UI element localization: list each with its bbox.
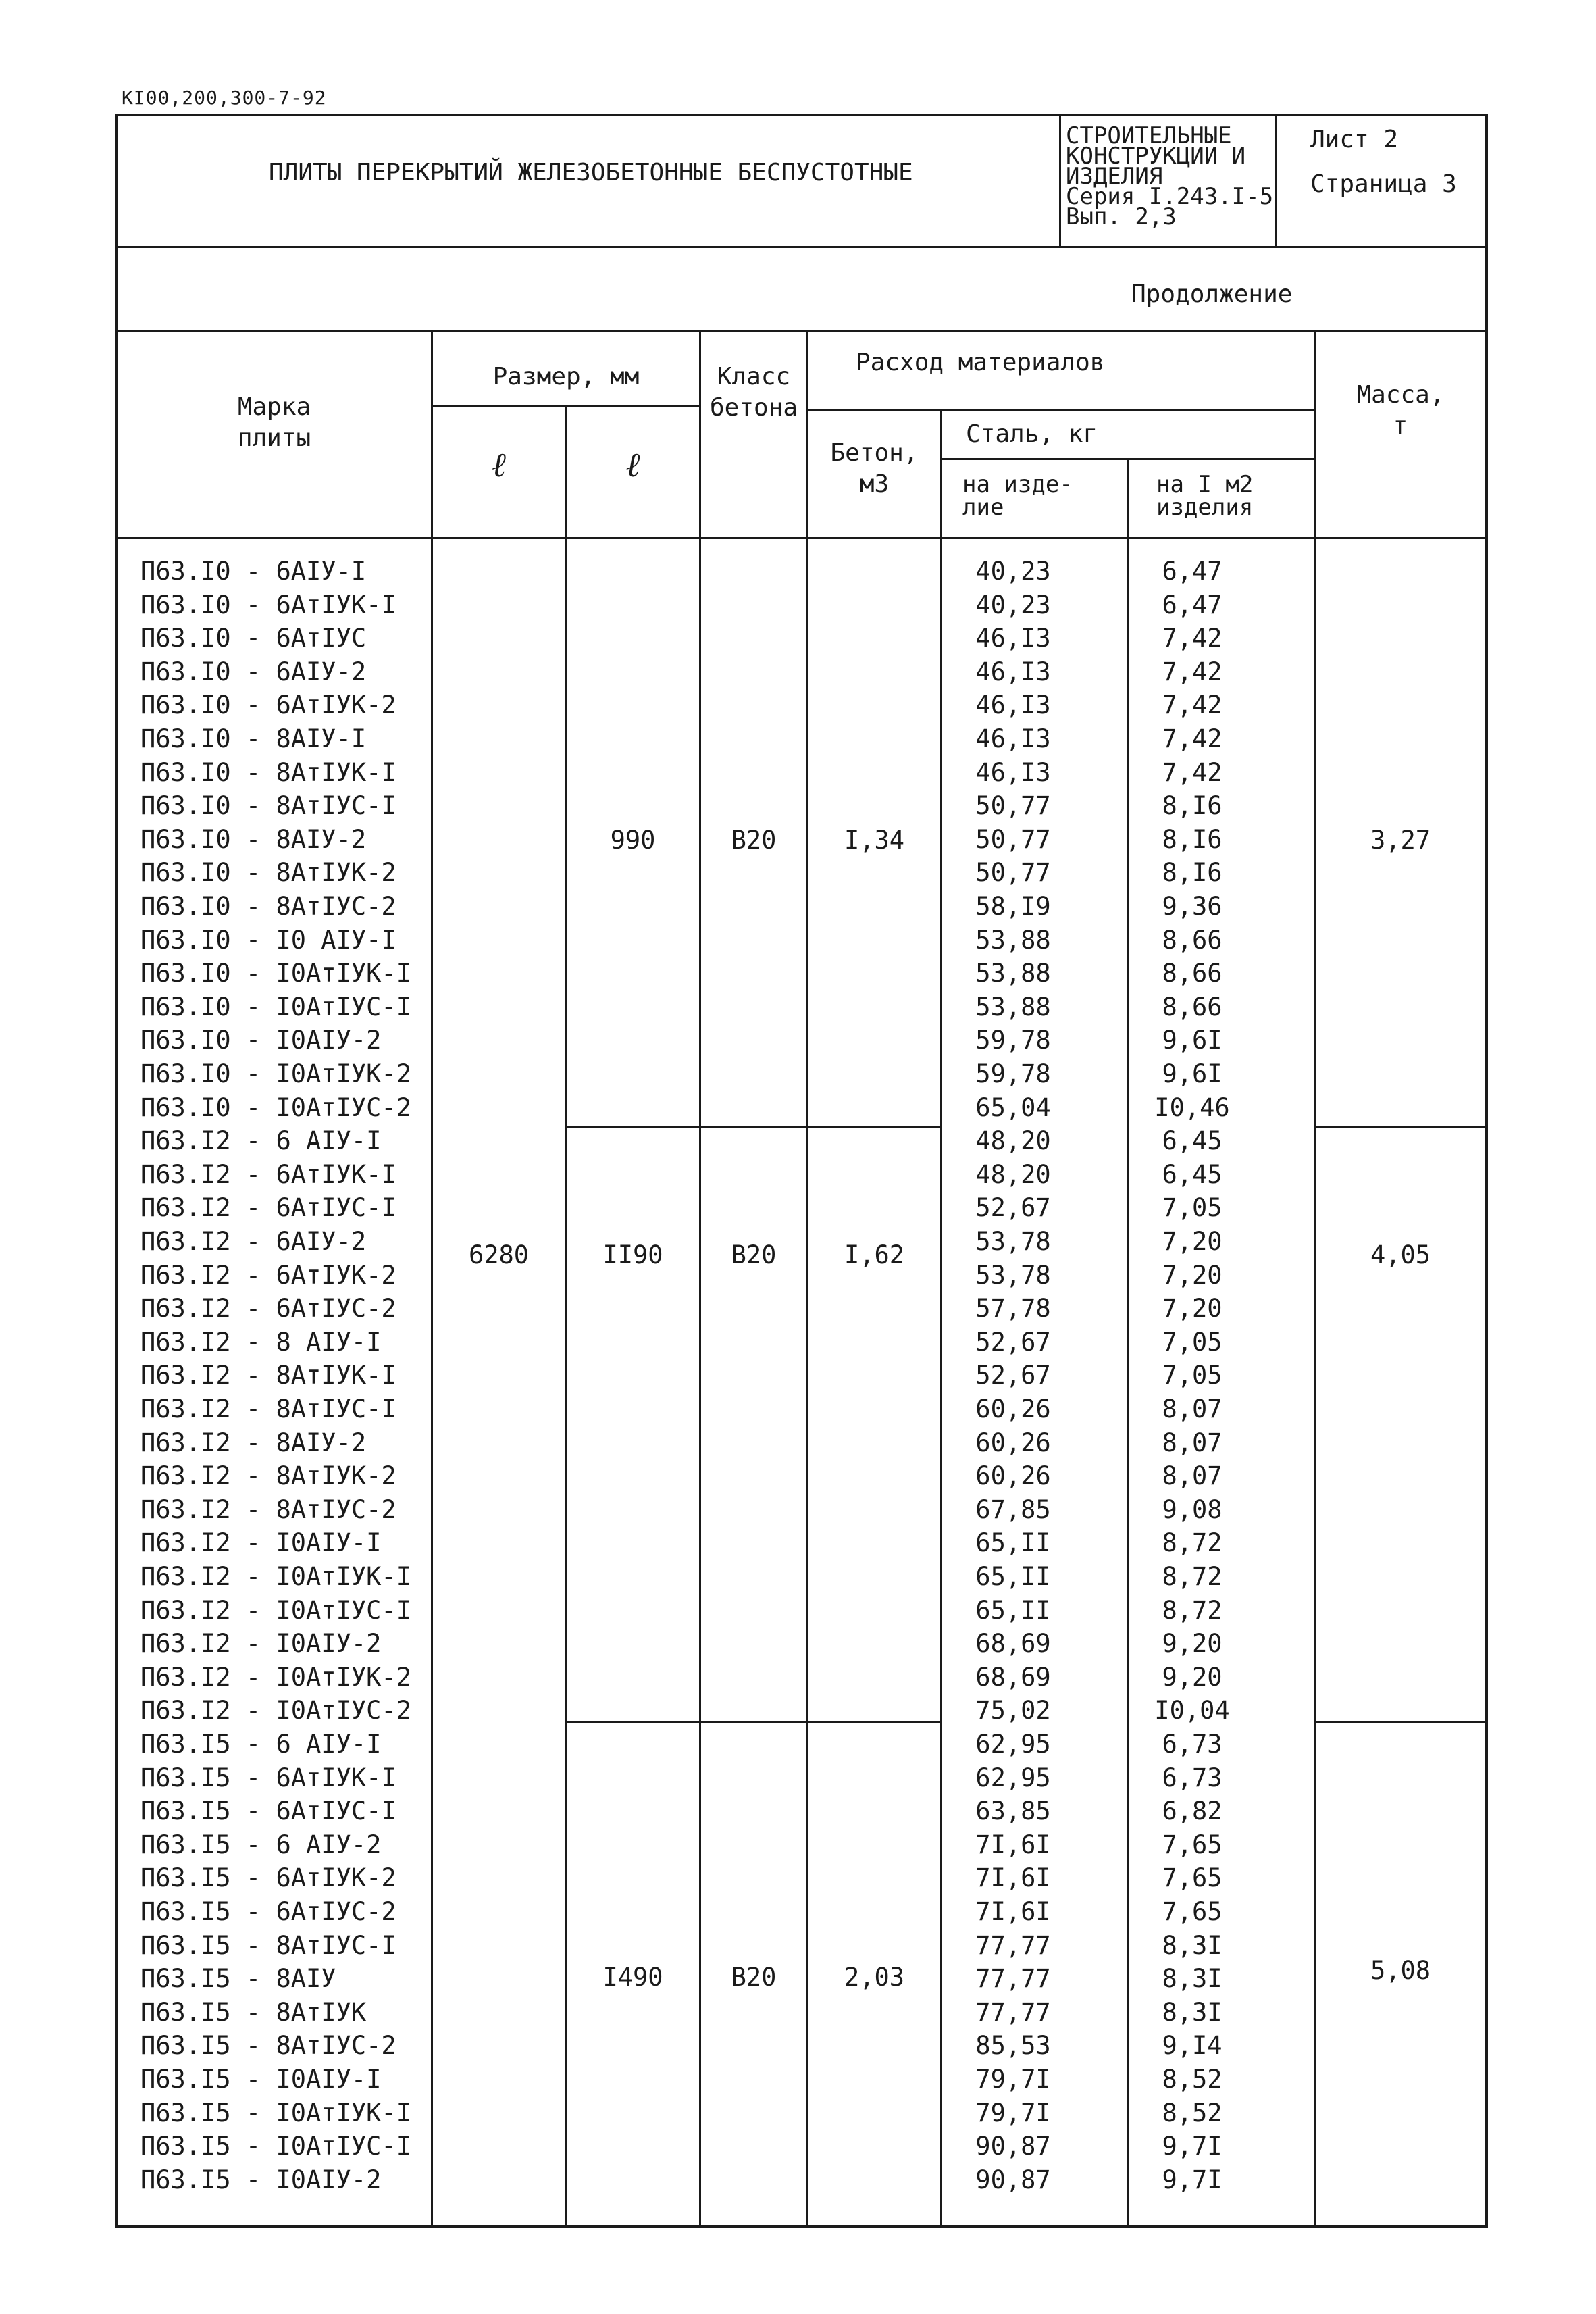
plate-mark: П63.I0 - 6АтIУК-I — [140, 590, 396, 620]
steel-per-m2: I0,04 — [1154, 1696, 1230, 1725]
series-line: СТРОИТЕЛЬНЫЕ — [1066, 122, 1232, 149]
steel-per-item: 46,I3 — [975, 758, 1051, 787]
steel-per-item: 65,II — [975, 1596, 1051, 1625]
steel-per-m2: 8,52 — [1162, 2098, 1222, 2128]
group-rule-mass-1 — [1314, 1126, 1488, 1128]
steel-per-item: 77,77 — [975, 1931, 1051, 1960]
steel-per-m2: 7,20 — [1162, 1294, 1222, 1323]
consumption-subheader-rule — [806, 409, 1316, 411]
group-rule-class-2 — [699, 1721, 942, 1723]
group-concrete: 2,03 — [844, 1963, 905, 1992]
steel-per-item: 68,69 — [975, 1663, 1051, 1692]
steel-per-item: 65,II — [975, 1528, 1051, 1557]
plate-mark: П63.I5 - 6 АIУ-I — [140, 1730, 382, 1759]
steel-per-item: 53,78 — [975, 1227, 1051, 1256]
steel-per-item: 53,78 — [975, 1261, 1051, 1290]
series-block — [1066, 122, 1274, 230]
plate-mark: П63.I5 - I0АтIУК-I — [140, 2098, 411, 2128]
steel-per-item: 60,26 — [975, 1394, 1051, 1424]
plate-mark: П63.I5 - 8АтIУС-I — [140, 1931, 396, 1960]
continuation-label: Продолжение — [1131, 280, 1293, 308]
steel-per-m2: 7,65 — [1162, 1863, 1222, 1892]
steel-per-item: 52,67 — [975, 1361, 1051, 1390]
plate-mark: П63.I2 - I0АIУ-I — [140, 1528, 382, 1557]
title-divider-2 — [1275, 114, 1277, 247]
plate-mark: П63.I2 - I0АтIУК-I — [140, 1562, 411, 1591]
plate-mark: П63.I5 - 8АтIУС-2 — [140, 2031, 396, 2060]
group-concrete: I,62 — [844, 1240, 905, 1269]
steel-per-item: 63,85 — [975, 1796, 1051, 1826]
series-line: Вып. 2,3 — [1066, 203, 1177, 230]
steel-per-item: 62,95 — [975, 1730, 1051, 1759]
length-value: 6280 — [468, 1240, 530, 1269]
steel-per-m2: 7,20 — [1162, 1261, 1222, 1290]
frame-right-border — [1485, 114, 1488, 2228]
col-line-steel — [1127, 458, 1129, 2227]
series-line: КОНСТРУКЦИИ И — [1066, 143, 1246, 170]
steel-per-m2: 8,07 — [1162, 1461, 1222, 1490]
steel-per-m2: 7,42 — [1162, 758, 1222, 787]
steel-per-item: 50,77 — [975, 825, 1051, 854]
steel-per-m2: 6,82 — [1162, 1796, 1222, 1826]
steel-per-m2: 8,3I — [1162, 1998, 1222, 2027]
steel-per-item: 85,53 — [975, 2031, 1051, 2060]
steel-per-m2: 7,42 — [1162, 624, 1222, 653]
steel-per-item: 59,78 — [975, 1026, 1051, 1055]
plate-mark: П63.I2 - 6АIУ-2 — [140, 1227, 367, 1256]
steel-per-m2: 8,I6 — [1162, 825, 1222, 854]
steel-per-m2: 7,20 — [1162, 1227, 1222, 1256]
steel-per-m2: 6,47 — [1162, 590, 1222, 620]
plate-mark: П63.I2 - I0АтIУС-I — [140, 1596, 411, 1625]
steel-per-item: 77,77 — [975, 1964, 1051, 1993]
consumption-header: Расход материалов — [856, 349, 1105, 376]
steel-per-item: 77,77 — [975, 1998, 1051, 2027]
steel-per-item: 53,88 — [975, 992, 1051, 1022]
steel-per-m2: 8,07 — [1162, 1394, 1222, 1424]
mass-column-header: Масса, т — [1356, 381, 1445, 440]
steel-per-item: 79,7I — [975, 2065, 1051, 2094]
col-line-l — [565, 405, 567, 2227]
plate-mark: П63.I0 - I0 АIУ-I — [140, 926, 396, 955]
header-bottom-rule — [115, 537, 1488, 539]
plate-mark: П63.I5 - 6АтIУК-I — [140, 1763, 396, 1792]
steel-per-m2: 8,72 — [1162, 1528, 1222, 1557]
plate-mark: П63.I0 - I0АтIУС-I — [140, 992, 411, 1022]
steel-per-m2: 6,73 — [1162, 1763, 1222, 1792]
group-class: В20 — [731, 826, 777, 855]
plate-mark: П63.I2 - 8АтIУС-2 — [140, 1495, 396, 1524]
steel-per-m2: 7,05 — [1162, 1328, 1222, 1357]
concrete-subheader: Бетон, м3 — [830, 439, 919, 498]
steel-per-m2: 6,73 — [1162, 1730, 1222, 1759]
steel-per-item: 53,88 — [975, 926, 1051, 955]
steel-per-m2: 7,05 — [1162, 1361, 1222, 1390]
steel-per-m2: 8,52 — [1162, 2065, 1222, 2094]
series-line: Серия I.243.I-5 — [1066, 183, 1274, 210]
steel-per-item: 53,88 — [975, 959, 1051, 988]
group-rule-b-2 — [565, 1721, 701, 1723]
plate-mark: П63.I0 - I0АтIУС-2 — [140, 1093, 411, 1122]
steel-per-item: 67,85 — [975, 1495, 1051, 1524]
group-class: В20 — [731, 1240, 777, 1269]
plate-mark: П63.I0 - 8АтIУС-2 — [140, 892, 396, 921]
plate-mark: П63.I2 - 8 АIУ-I — [140, 1328, 382, 1357]
plate-mark: П63.I0 - 6АтIУК-2 — [140, 690, 396, 720]
steel-per-item: 40,23 — [975, 557, 1051, 586]
class-column-header: Класс бетона — [709, 363, 798, 422]
steel-per-item: 60,26 — [975, 1461, 1051, 1490]
frame-top-border — [115, 114, 1488, 116]
steel-per-item: 46,I3 — [975, 657, 1051, 686]
plate-mark: П63.I5 - 6АтIУК-2 — [140, 1863, 396, 1892]
plate-mark: П63.I2 - 8АтIУК-2 — [140, 1461, 396, 1490]
steel-per-m2: 7,05 — [1162, 1193, 1222, 1222]
document-code: КI00,200,300-7-92 — [122, 86, 327, 109]
steel-per-m2: 7,65 — [1162, 1897, 1222, 1926]
plate-mark: П63.I5 - 6 АIУ-2 — [140, 1830, 382, 1859]
steel-per-m2: 8,66 — [1162, 992, 1222, 1022]
steel-per-m2: 7,42 — [1162, 657, 1222, 686]
steel-per-item: 7I,6I — [975, 1897, 1051, 1926]
steel-per-item: 50,77 — [975, 858, 1051, 887]
group-width: 990 — [610, 826, 656, 855]
plate-mark: П63.I2 - 8АтIУК-I — [140, 1361, 396, 1390]
plate-mark: П63.I5 - 8АтIУК — [140, 1998, 367, 2027]
steel-subheader: Сталь, кг — [966, 420, 1098, 448]
group-mass: 3,27 — [1370, 826, 1431, 855]
steel-per-m2: 8,3I — [1162, 1931, 1222, 1960]
steel-subheader-rule — [940, 458, 1316, 460]
steel-per-m2: 9,6I — [1162, 1059, 1222, 1088]
steel-per-m2: 7,65 — [1162, 1830, 1222, 1859]
steel-per-m2: 9,20 — [1162, 1629, 1222, 1658]
steel-per-item: 50,77 — [975, 791, 1051, 820]
steel-per-item: 79,7I — [975, 2098, 1051, 2128]
plate-mark: П63.I0 - I0АтIУК-2 — [140, 1059, 411, 1088]
steel-per-item: 62,95 — [975, 1763, 1051, 1792]
steel-per-m2: 9,I4 — [1162, 2031, 1222, 2060]
sheet-number: Лист 2 — [1310, 126, 1399, 153]
steel-per-item: 46,I3 — [975, 624, 1051, 653]
plate-mark: П63.I5 - 6АтIУС-I — [140, 1796, 396, 1826]
steel-per-m2: 6,45 — [1162, 1126, 1222, 1155]
steel-per-m2: 9,6I — [1162, 1026, 1222, 1055]
plate-mark: П63.I2 - 6АтIУС-2 — [140, 1294, 396, 1323]
steel-per-m2: 8,66 — [1162, 926, 1222, 955]
plate-mark: П63.I0 - 8АIУ-2 — [140, 825, 367, 854]
steel-per-m2: 6,47 — [1162, 557, 1222, 586]
group-rule-b-1 — [565, 1126, 701, 1128]
steel-per-item: 65,04 — [975, 1093, 1051, 1122]
title-bottom-rule — [115, 246, 1488, 248]
frame-bottom-border — [115, 2225, 1488, 2228]
series-line: ИЗДЕЛИЯ — [1066, 163, 1163, 190]
plate-mark: П63.I5 - I0АIУ-I — [140, 2065, 382, 2094]
steel-per-m2: 8,3I — [1162, 1964, 1222, 1993]
page-number: Страница 3 — [1310, 170, 1457, 198]
steel-per-item: 48,20 — [975, 1126, 1051, 1155]
group-rule-mass-2 — [1314, 1721, 1488, 1723]
group-width: II90 — [602, 1240, 663, 1269]
steel-per-item: 7I,6I — [975, 1863, 1051, 1892]
group-mass: 4,05 — [1370, 1240, 1431, 1269]
plate-mark: П63.I2 - 8АтIУС-I — [140, 1394, 396, 1424]
plate-mark: П63.I2 - I0АтIУК-2 — [140, 1663, 411, 1692]
steel-per-item: 65,II — [975, 1562, 1051, 1591]
plate-mark: П63.I0 - I0АтIУК-I — [140, 959, 411, 988]
col-line-concrete — [940, 409, 942, 2227]
steel-per-item: 75,02 — [975, 1696, 1051, 1725]
group-rule-class-1 — [699, 1126, 942, 1128]
steel-per-m2: 9,20 — [1162, 1663, 1222, 1692]
group-class: В20 — [731, 1963, 777, 1992]
steel-per-m2: 7,42 — [1162, 724, 1222, 753]
plate-mark: П63.I0 - 8АтIУС-I — [140, 791, 396, 820]
plate-mark: П63.I2 - 6АтIУК-2 — [140, 1261, 396, 1290]
plate-mark: П63.I0 - 8АтIУК-I — [140, 758, 396, 787]
group-concrete: I,34 — [844, 826, 905, 855]
steel-per-item: 90,87 — [975, 2132, 1051, 2161]
steel-per-m2: 8,72 — [1162, 1562, 1222, 1591]
plate-mark: П63.I0 - 8АтIУК-2 — [140, 858, 396, 887]
plate-mark: П63.I5 - I0АтIУС-I — [140, 2132, 411, 2161]
col-line-mark — [431, 330, 433, 2227]
plate-mark: П63.I5 - 6АтIУС-2 — [140, 1897, 396, 1926]
plate-mark: П63.I0 - 8АIУ-I — [140, 724, 367, 753]
steel-per-m2: 8,I6 — [1162, 858, 1222, 887]
steel-per-item: 7I,6I — [975, 1830, 1051, 1859]
plate-mark: П63.I2 - 6АтIУК-I — [140, 1160, 396, 1189]
plate-mark: П63.I5 - 8АIУ — [140, 1964, 336, 1993]
steel-per-item: 48,20 — [975, 1160, 1051, 1189]
plate-mark: П63.I0 - 6АIУ-2 — [140, 657, 367, 686]
plate-mark: П63.I2 - 6 АIУ-I — [140, 1126, 382, 1155]
length-subheader: ℓ — [492, 445, 506, 484]
steel-per-m2: 9,7I — [1162, 2165, 1222, 2194]
steel-per-item: 90,87 — [975, 2165, 1051, 2194]
title-divider-1 — [1059, 114, 1061, 247]
steel-per-item: 46,I3 — [975, 724, 1051, 753]
steel-per-m2: I0,46 — [1154, 1093, 1230, 1122]
size-subheader-rule — [431, 405, 701, 407]
steel-per-item: 57,78 — [975, 1294, 1051, 1323]
col-line-b — [699, 330, 701, 2227]
steel-per-item: 58,I9 — [975, 892, 1051, 921]
col-line-class — [806, 330, 808, 2227]
steel-per-item: 52,67 — [975, 1328, 1051, 1357]
col-line-consumption — [1314, 330, 1316, 2227]
steel-per-m2: 7,42 — [1162, 690, 1222, 720]
steel-per-m2: 9,08 — [1162, 1495, 1222, 1524]
steel-per-item: 59,78 — [975, 1059, 1051, 1088]
steel-per-item: 40,23 — [975, 590, 1051, 620]
steel-per-item: 68,69 — [975, 1629, 1051, 1658]
plate-mark: П63.I2 - 8АIУ-2 — [140, 1428, 367, 1457]
plate-mark: П63.I5 - I0АIУ-2 — [140, 2165, 382, 2194]
continuation-bottom-rule — [115, 330, 1488, 332]
document-title: ПЛИТЫ ПЕРЕКРЫТИЙ ЖЕЛЕЗОБЕТОННЫЕ БЕСПУСТОТНЫЕ — [269, 159, 913, 186]
steel-per-m2: 8,66 — [1162, 959, 1222, 988]
per-m2-subheader: на I м2 изделия — [1156, 471, 1254, 521]
steel-per-m2: 8,72 — [1162, 1596, 1222, 1625]
plate-mark: П63.I2 - 6АтIУС-I — [140, 1193, 396, 1222]
steel-per-m2: 9,7I — [1162, 2132, 1222, 2161]
plate-mark: П63.I2 - I0АIУ-2 — [140, 1629, 382, 1658]
plate-mark: П63.I2 - I0АтIУС-2 — [140, 1696, 411, 1725]
group-mass: 5,08 — [1370, 1956, 1431, 1985]
steel-per-item: 60,26 — [975, 1428, 1051, 1457]
steel-per-item: 52,67 — [975, 1193, 1051, 1222]
steel-per-m2: 6,45 — [1162, 1160, 1222, 1189]
per-item-subheader: на изде- лие — [962, 471, 1073, 521]
steel-per-m2: 9,36 — [1162, 892, 1222, 921]
size-column-header: Размер, мм — [492, 363, 640, 391]
mark-column-header: Марка плиты — [237, 393, 311, 452]
plate-mark: П63.I0 - I0АIУ-2 — [140, 1026, 382, 1055]
plate-mark: П63.I0 - 6АIУ-I — [140, 557, 367, 586]
steel-per-m2: 8,I6 — [1162, 791, 1222, 820]
steel-per-item: 46,I3 — [975, 690, 1051, 720]
width-subheader: ℓ — [625, 445, 640, 484]
plate-mark: П63.I0 - 6АтIУС — [140, 624, 367, 653]
group-width: I490 — [602, 1963, 663, 1992]
steel-per-m2: 8,07 — [1162, 1428, 1222, 1457]
